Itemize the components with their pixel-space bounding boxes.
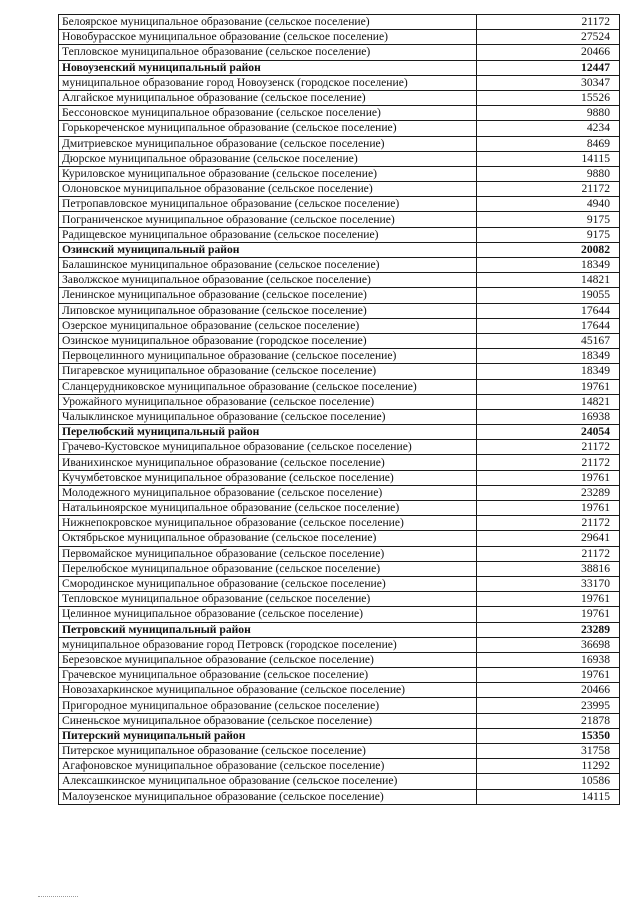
settlement-name: Иванихинское муниципальное образование (сельское поселение): [59, 455, 477, 470]
settlement-name: Перелюбское муниципальное образование (сельское поселение): [59, 561, 477, 576]
table-row: [59, 364, 620, 379]
settlement-value: 4940: [477, 197, 620, 212]
settlement-name: Первоцелинного муниципальное образование (сельское поселение): [59, 349, 477, 364]
settlement-name: муниципальное образование город Петровск (городское поселение): [59, 637, 477, 652]
table-row: [59, 576, 620, 591]
settlement-value: 21172: [477, 455, 620, 470]
table-row: [59, 744, 620, 759]
settlement-name: Заволжское муниципальное образование (сельское поселение): [59, 273, 477, 288]
table-row: [59, 166, 620, 181]
settlement-name: Нижнепокровское муниципальное образование (сельское поселение): [59, 516, 477, 531]
table-row: [59, 652, 620, 667]
district-value: 15350: [477, 728, 620, 743]
settlement-value: 9175: [477, 212, 620, 227]
settlement-name: Озинское муниципальное образование (городское поселение): [59, 333, 477, 348]
settlement-value: 9175: [477, 227, 620, 242]
table-row: [59, 349, 620, 364]
document-sheet: [58, 14, 608, 805]
district-row: [59, 425, 620, 440]
district-row: [59, 60, 620, 75]
table-row: [59, 136, 620, 151]
settlement-name: Алгайское муниципальное образование (сельское поселение): [59, 90, 477, 105]
settlement-name: муниципальное образование город Новоузенск (городское поселение): [59, 75, 477, 90]
district-row: [59, 622, 620, 637]
settlement-value: 19055: [477, 288, 620, 303]
district-name: Питерский муниципальный район: [59, 728, 477, 743]
table-row: [59, 288, 620, 303]
settlement-name: Бессоновское муниципальное образование (сельское поселение): [59, 106, 477, 121]
table-row: [59, 516, 620, 531]
table-row: [59, 592, 620, 607]
settlement-value: 31758: [477, 744, 620, 759]
table-row: [59, 318, 620, 333]
settlement-name: Натальиноярское муниципальное образование (сельское поселение): [59, 501, 477, 516]
table-row: [59, 258, 620, 273]
settlement-value: 17644: [477, 318, 620, 333]
table-row: [59, 607, 620, 622]
settlement-name: Горькореченское муниципальное образование (сельское поселение): [59, 121, 477, 136]
settlement-value: 21172: [477, 15, 620, 30]
settlement-value: 21172: [477, 546, 620, 561]
table-row: [59, 561, 620, 576]
settlement-name: Пигаревское муниципальное образование (сельское поселение): [59, 364, 477, 379]
settlement-name: Грачево-Кустовское муниципальное образование (сельское поселение): [59, 440, 477, 455]
settlement-value: 14115: [477, 151, 620, 166]
district-value: 23289: [477, 622, 620, 637]
settlement-name: Березовское муниципальное образование (сельское поселение): [59, 652, 477, 667]
table-row: [59, 45, 620, 60]
table-row: [59, 212, 620, 227]
settlement-value: 14821: [477, 394, 620, 409]
settlement-value: 17644: [477, 303, 620, 318]
settlement-name: Питерское муниципальное образование (сельское поселение): [59, 744, 477, 759]
table-row: [59, 30, 620, 45]
table-row: [59, 759, 620, 774]
settlement-value: 16938: [477, 652, 620, 667]
settlement-value: 23995: [477, 698, 620, 713]
district-value: 24054: [477, 425, 620, 440]
table-row: [59, 394, 620, 409]
settlement-name: Молодежного муниципальное образование (сельское поселение): [59, 485, 477, 500]
settlement-name: Новозахаркинское муниципальное образование (сельское поселение): [59, 683, 477, 698]
table-row: [59, 440, 620, 455]
settlement-value: 45167: [477, 333, 620, 348]
settlement-name: Грачевское муниципальное образование (сельское поселение): [59, 668, 477, 683]
settlement-name: Озерское муниципальное образование (сельское поселение): [59, 318, 477, 333]
settlement-name: Смородинское муниципальное образование (сельское поселение): [59, 576, 477, 591]
table-row: [59, 501, 620, 516]
settlement-name: Пригородное муниципальное образование (сельское поселение): [59, 698, 477, 713]
settlement-name: Тепловское муниципальное образование (сельское поселение): [59, 592, 477, 607]
settlement-name: Дюрское муниципальное образование (сельское поселение): [59, 151, 477, 166]
settlement-value: 10586: [477, 774, 620, 789]
settlement-name: Куриловское муниципальное образование (сельское поселение): [59, 166, 477, 181]
settlement-name: Агафоновское муниципальное образование (сельское поселение): [59, 759, 477, 774]
table-row: [59, 379, 620, 394]
table-row: [59, 106, 620, 121]
table-row: [59, 713, 620, 728]
settlement-name: Ленинское муниципальное образование (сельское поселение): [59, 288, 477, 303]
district-name: Петровский муниципальный район: [59, 622, 477, 637]
settlement-value: 19761: [477, 379, 620, 394]
district-name: Озинский муниципальный район: [59, 242, 477, 257]
district-row: [59, 728, 620, 743]
table-row: [59, 698, 620, 713]
settlement-value: 19761: [477, 607, 620, 622]
settlement-name: Балашинское муниципальное образование (сельское поселение): [59, 258, 477, 273]
settlement-value: 33170: [477, 576, 620, 591]
settlement-name: Чалыклинское муниципальное образование (сельское поселение): [59, 409, 477, 424]
settlement-value: 21172: [477, 440, 620, 455]
table-row: [59, 15, 620, 30]
district-name: Новоузенский муниципальный район: [59, 60, 477, 75]
settlement-value: 21172: [477, 182, 620, 197]
settlement-value: 18349: [477, 349, 620, 364]
settlement-name: Синеньское муниципальное образование (сельское поселение): [59, 713, 477, 728]
district-value: 20082: [477, 242, 620, 257]
table-row: [59, 197, 620, 212]
table-row: [59, 227, 620, 242]
settlement-name: Алексашкинское муниципальное образование (сельское поселение): [59, 774, 477, 789]
settlement-value: 19761: [477, 668, 620, 683]
table-row: [59, 774, 620, 789]
table-row: [59, 273, 620, 288]
settlement-value: 14115: [477, 789, 620, 804]
settlement-value: 36698: [477, 637, 620, 652]
settlement-name: Малоузенское муниципальное образование (сельское поселение): [59, 789, 477, 804]
settlement-value: 23289: [477, 485, 620, 500]
table-row: [59, 90, 620, 105]
settlement-name: Радищевское муниципальное образование (сельское поселение): [59, 227, 477, 242]
settlement-value: 18349: [477, 364, 620, 379]
table-row: [59, 546, 620, 561]
district-name: Перелюбский муниципальный район: [59, 425, 477, 440]
table-row: [59, 455, 620, 470]
settlement-value: 4234: [477, 121, 620, 136]
table-row: [59, 485, 620, 500]
settlement-value: 20466: [477, 45, 620, 60]
settlement-value: 8469: [477, 136, 620, 151]
allocation-table: [58, 14, 620, 805]
settlement-value: 30347: [477, 75, 620, 90]
table-row: [59, 668, 620, 683]
settlement-value: 9880: [477, 106, 620, 121]
table-row: [59, 75, 620, 90]
settlement-name: Урожайного муниципальное образование (сельское поселение): [59, 394, 477, 409]
table-row: [59, 789, 620, 804]
settlement-value: 38816: [477, 561, 620, 576]
settlement-name: Новобурасское муниципальное образование (сельское поселение): [59, 30, 477, 45]
district-value: 12447: [477, 60, 620, 75]
settlement-name: Целинное муниципальное образование (сельское поселение): [59, 607, 477, 622]
settlement-value: 19761: [477, 501, 620, 516]
settlement-value: 16938: [477, 409, 620, 424]
district-row: [59, 242, 620, 257]
settlement-value: 21878: [477, 713, 620, 728]
settlement-name: Пограниченское муниципальное образование (сельское поселение): [59, 212, 477, 227]
settlement-name: Олоновское муниципальное образование (сельское поселение): [59, 182, 477, 197]
settlement-value: 18349: [477, 258, 620, 273]
settlement-value: 9880: [477, 166, 620, 181]
table-row: [59, 303, 620, 318]
settlement-name: Липовское муниципальное образование (сельское поселение): [59, 303, 477, 318]
table-row: [59, 333, 620, 348]
settlement-name: Белоярское муниципальное образование (сельское поселение): [59, 15, 477, 30]
table-row: [59, 121, 620, 136]
settlement-name: Дмитриевское муниципальное образование (сельское поселение): [59, 136, 477, 151]
table-row: [59, 683, 620, 698]
settlement-name: Кучумбетовское муниципальное образование (сельское поселение): [59, 470, 477, 485]
settlement-value: 15526: [477, 90, 620, 105]
table-row: [59, 470, 620, 485]
table-row: [59, 637, 620, 652]
settlement-value: 20466: [477, 683, 620, 698]
settlement-name: Тепловское муниципальное образование (сельское поселение): [59, 45, 477, 60]
settlement-name: Первомайское муниципальное образование (сельское поселение): [59, 546, 477, 561]
settlement-value: 19761: [477, 470, 620, 485]
settlement-name: Сланцерудниковское муниципальное образование (сельское поселение): [59, 379, 477, 394]
settlement-value: 11292: [477, 759, 620, 774]
table-row: [59, 182, 620, 197]
table-row: [59, 409, 620, 424]
table-body: [59, 15, 620, 805]
settlement-value: 21172: [477, 516, 620, 531]
settlement-value: 29641: [477, 531, 620, 546]
scan-artifact: [38, 896, 78, 900]
table-row: [59, 531, 620, 546]
table-row: [59, 151, 620, 166]
settlement-value: 14821: [477, 273, 620, 288]
settlement-value: 19761: [477, 592, 620, 607]
settlement-value: 27524: [477, 30, 620, 45]
settlement-name: Октябрьское муниципальное образование (сельское поселение): [59, 531, 477, 546]
settlement-name: Петропавловское муниципальное образование (сельское поселение): [59, 197, 477, 212]
